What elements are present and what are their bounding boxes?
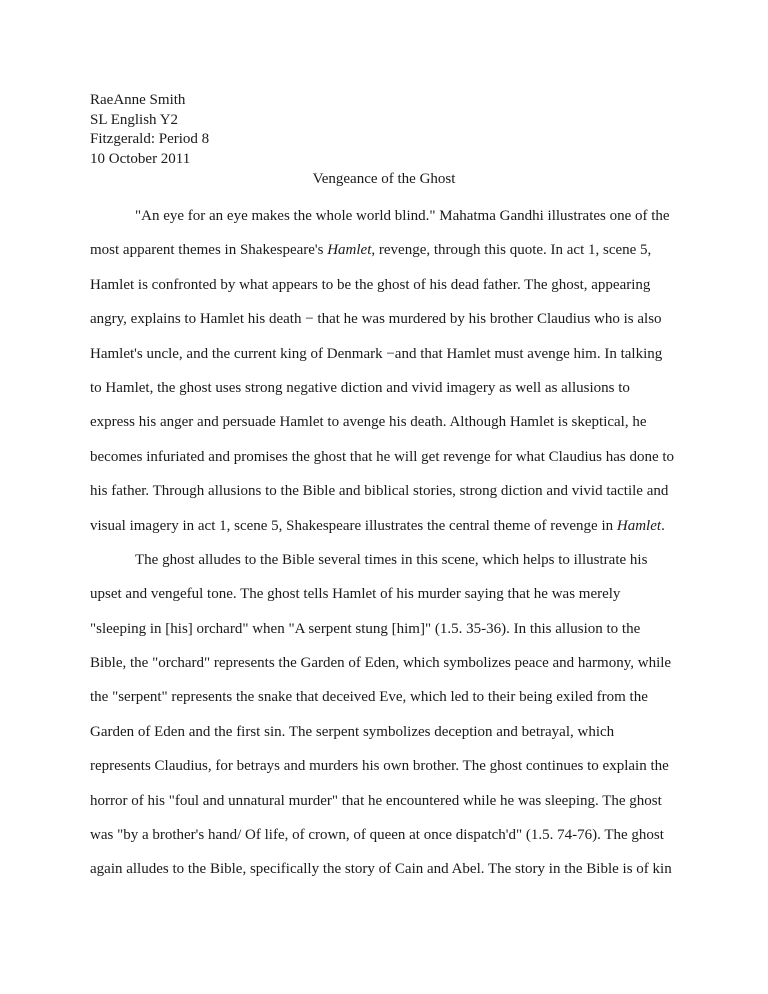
essay-body [90,205,690,893]
body-line [90,755,690,789]
body-text: "sleeping in [his] orchard" when "A serpent stung [him]" (1.5. 35-36). In this allusion to the [90,620,641,637]
essay-date: 10 October 2011 [90,150,191,167]
body-text: again alludes to the Bible, specifically the story of Cain and Abel. The story in the Bible is of kin [90,861,672,878]
body-text: Bible, the "orchard" represents the Garden of Eden, which symbolizes peace and harmony, while [90,655,672,672]
essay-header [90,91,209,169]
body-line [90,858,690,892]
body-line [90,377,690,411]
body-line [90,308,690,342]
body-text: , revenge, through this quote. In act 1, scene 5, [371,242,652,259]
body-text: The ghost alludes to the Bible several times in this scene, which helps to illustrate his [135,551,648,568]
body-text: to Hamlet, the ghost uses strong negative diction and vivid imagery as well as allusions to [90,379,630,396]
body-line [90,618,690,652]
body-line [90,652,690,686]
body-line [90,721,690,755]
body-text: "An eye for an eye makes the whole world blind." Mahatma Gandhi illustrates one of the [135,208,670,224]
body-line [90,274,690,308]
body-line [90,686,690,720]
teacher-period: Fitzgerald: Period 8 [90,131,210,147]
body-line [90,343,690,377]
body-line [90,239,690,273]
body-line [90,446,690,480]
body-text: express his anger and persuade Hamlet to avenge his death. Although Hamlet is skeptical, he [90,414,647,431]
body-line [90,515,690,549]
body-text: represents Claudius, for betrays and murders his own brother. The ghost continues to explain the [90,758,669,775]
body-text: the "serpent" represents the snake that deceived Eve, which led to their being exiled from the [90,689,648,706]
italic-title-text: Hamlet [616,517,662,534]
body-line [90,205,690,239]
body-text: visual imagery in act 1, scene 5, Shakespeare illustrates the central theme of revenge in [90,517,617,534]
body-text: most apparent themes in Shakespeare's [90,242,328,259]
body-text: . [661,517,665,534]
body-text: angry, explains to Hamlet his death − that he was murdered by his brother Claudius who is also [90,311,662,328]
body-line [90,824,690,858]
body-text: Hamlet is confronted by what appears to be the ghost of his dead father. The ghost, appearing [90,276,651,293]
course-name: SL English Y2 [90,111,179,128]
body-line [90,790,690,824]
essay-title: Vengeance of the Ghost [312,171,456,187]
body-line [90,480,690,514]
body-line [90,411,690,445]
author-name: RaeAnne Smith [90,92,186,108]
body-text: Hamlet's uncle, and the current king of Denmark −and that Hamlet must avenge him. In talking [90,345,663,362]
body-text: becomes infuriated and promises the ghost that he will get revenge for what Claudius has done to [90,448,675,465]
body-text: upset and vengeful tone. The ghost tells Hamlet of his murder saying that he was merely [90,586,621,603]
body-text: Garden of Eden and the first sin. The serpent symbolizes deception and betrayal, which [90,723,615,740]
body-text: was "by a brother's hand/ Of life, of crown, of queen at once dispatch'd" (1.5. 74-76). The ghost [90,827,664,844]
body-text: his father. Through allusions to the Bible and biblical stories, strong diction and vivid tactile and [90,483,669,500]
body-line [90,583,690,617]
body-line [90,549,690,583]
body-text: horror of his "foul and unnatural murder" that he encountered while he was sleeping. The ghost [90,792,662,809]
italic-title-text: Hamlet [327,242,372,259]
